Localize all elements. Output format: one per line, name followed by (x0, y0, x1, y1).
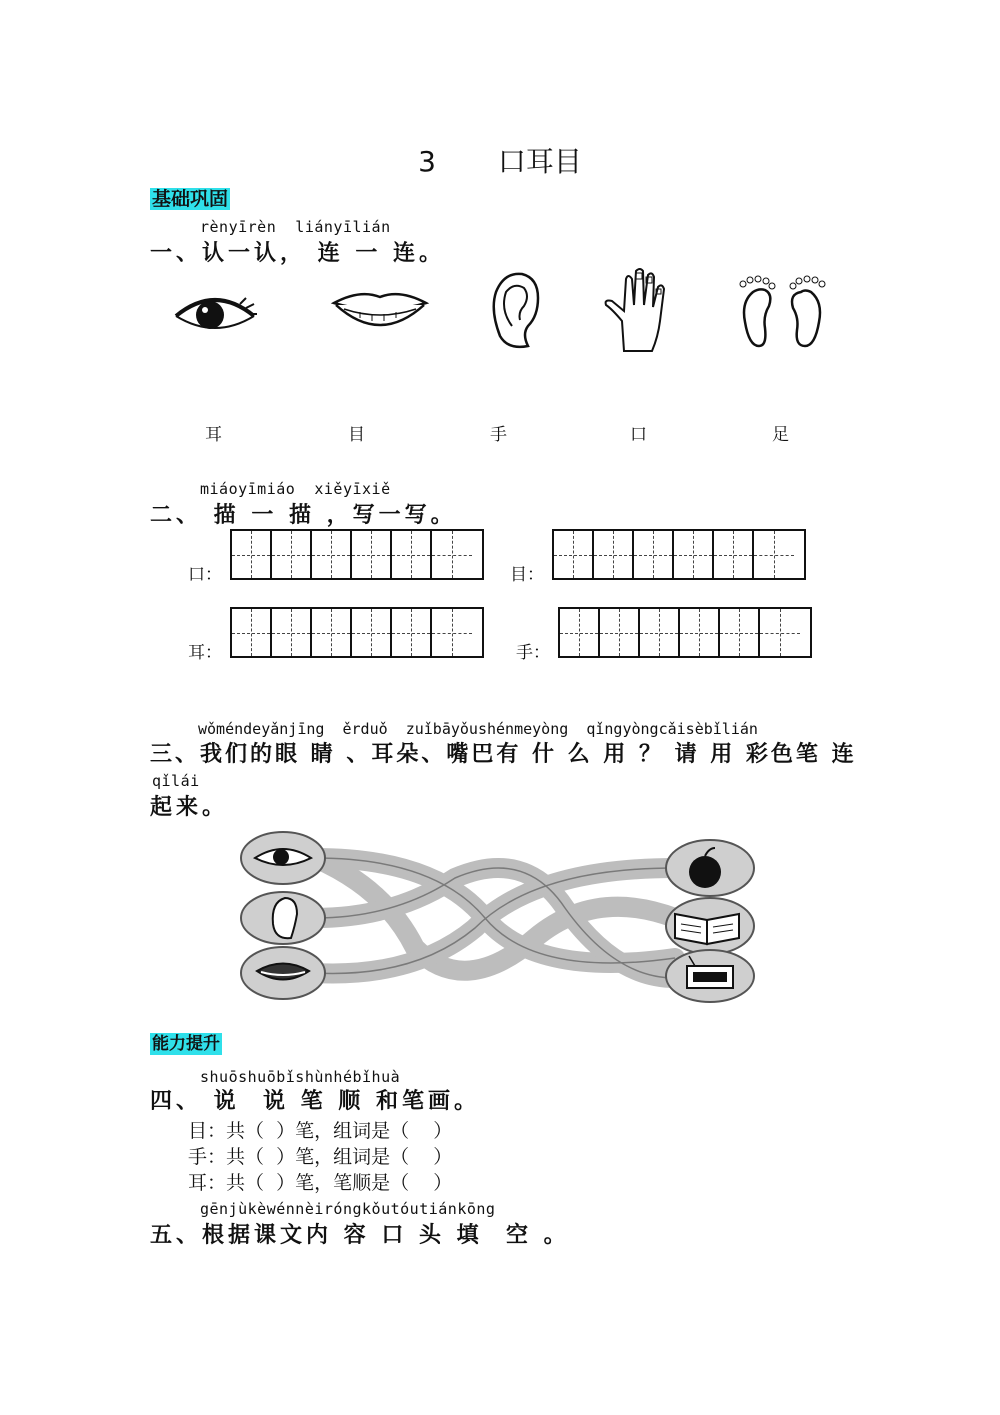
page-title (0, 140, 1000, 180)
q3-pinyin-line1: wǒméndeyǎnjīng ěrduǒ zuǐbāyǒushénmeyòng qǐngyòngcǎisèbǐlián (198, 720, 758, 738)
q2-heading: 二、 描 一 描 ，写一写。 (150, 503, 457, 528)
ear-picture (488, 270, 543, 352)
hand-picture (602, 265, 672, 353)
q1-label-mouth: 口 (630, 425, 647, 445)
mouth-picture (330, 285, 430, 340)
q1-label-hand: 手 (490, 425, 507, 445)
matching-maze (235, 828, 760, 1003)
lesson-title: 口耳目 (497, 145, 582, 178)
q1-heading: 一、认一认， 连 一 连。 (150, 241, 445, 266)
writing-grid-eye[interactable] (552, 529, 806, 580)
grid-label-eye: 目： (510, 565, 544, 585)
eye-picture (170, 282, 260, 342)
q3-heading-line2: 起来。 (150, 795, 229, 820)
feet-picture (735, 272, 830, 350)
writing-grid-mouth[interactable] (230, 529, 484, 580)
q1-label-foot: 足 (772, 425, 789, 445)
q3-pinyin-line2: qǐlái (152, 772, 200, 790)
grid-label-ear: 耳： (188, 643, 222, 663)
q5-heading: 五、根据课文内 容 口 头 填 空 。 (150, 1223, 570, 1248)
q1-label-ear: 耳 (205, 425, 222, 445)
q5-pinyin: gēnjùkèwénnèiróngkǒutóutiánkōng (200, 1200, 496, 1218)
lesson-number: 3 (418, 145, 436, 178)
q1-pinyin: rènyīrèn liányīlián (200, 218, 391, 236)
q4-line-ear: 耳：共（ ）笔，笔顺是（ ） (188, 1172, 453, 1194)
writing-grid-hand[interactable] (558, 607, 812, 658)
q4-line-eye: 目：共（ ）笔，组词是（ ） (188, 1120, 453, 1142)
q4-line-hand: 手：共（ ）笔，组词是（ ） (188, 1146, 453, 1168)
section-tag-basic: 基础巩固 (152, 188, 229, 210)
q1-label-eye: 目 (348, 425, 365, 445)
grid-label-hand: 手： (516, 643, 550, 663)
section-tag-advanced: 能力提升 (152, 1034, 220, 1054)
q3-heading-line1: 三、我们的眼 睛 、耳朵、嘴巴有 什 么 用 ？ 请 用 彩色笔 连 (150, 742, 857, 767)
grid-label-mouth: 口： (188, 565, 222, 585)
maze-ear-icon (273, 898, 297, 938)
q4-heading: 四、 说 说 笔 顺 和笔画。 (150, 1089, 480, 1114)
q2-pinyin: miáoyīmiáo xiěyīxiě (200, 480, 391, 498)
writing-grid-ear[interactable] (230, 607, 484, 658)
q4-pinyin: shuōshuōbǐshùnhébǐhuà (200, 1068, 401, 1086)
